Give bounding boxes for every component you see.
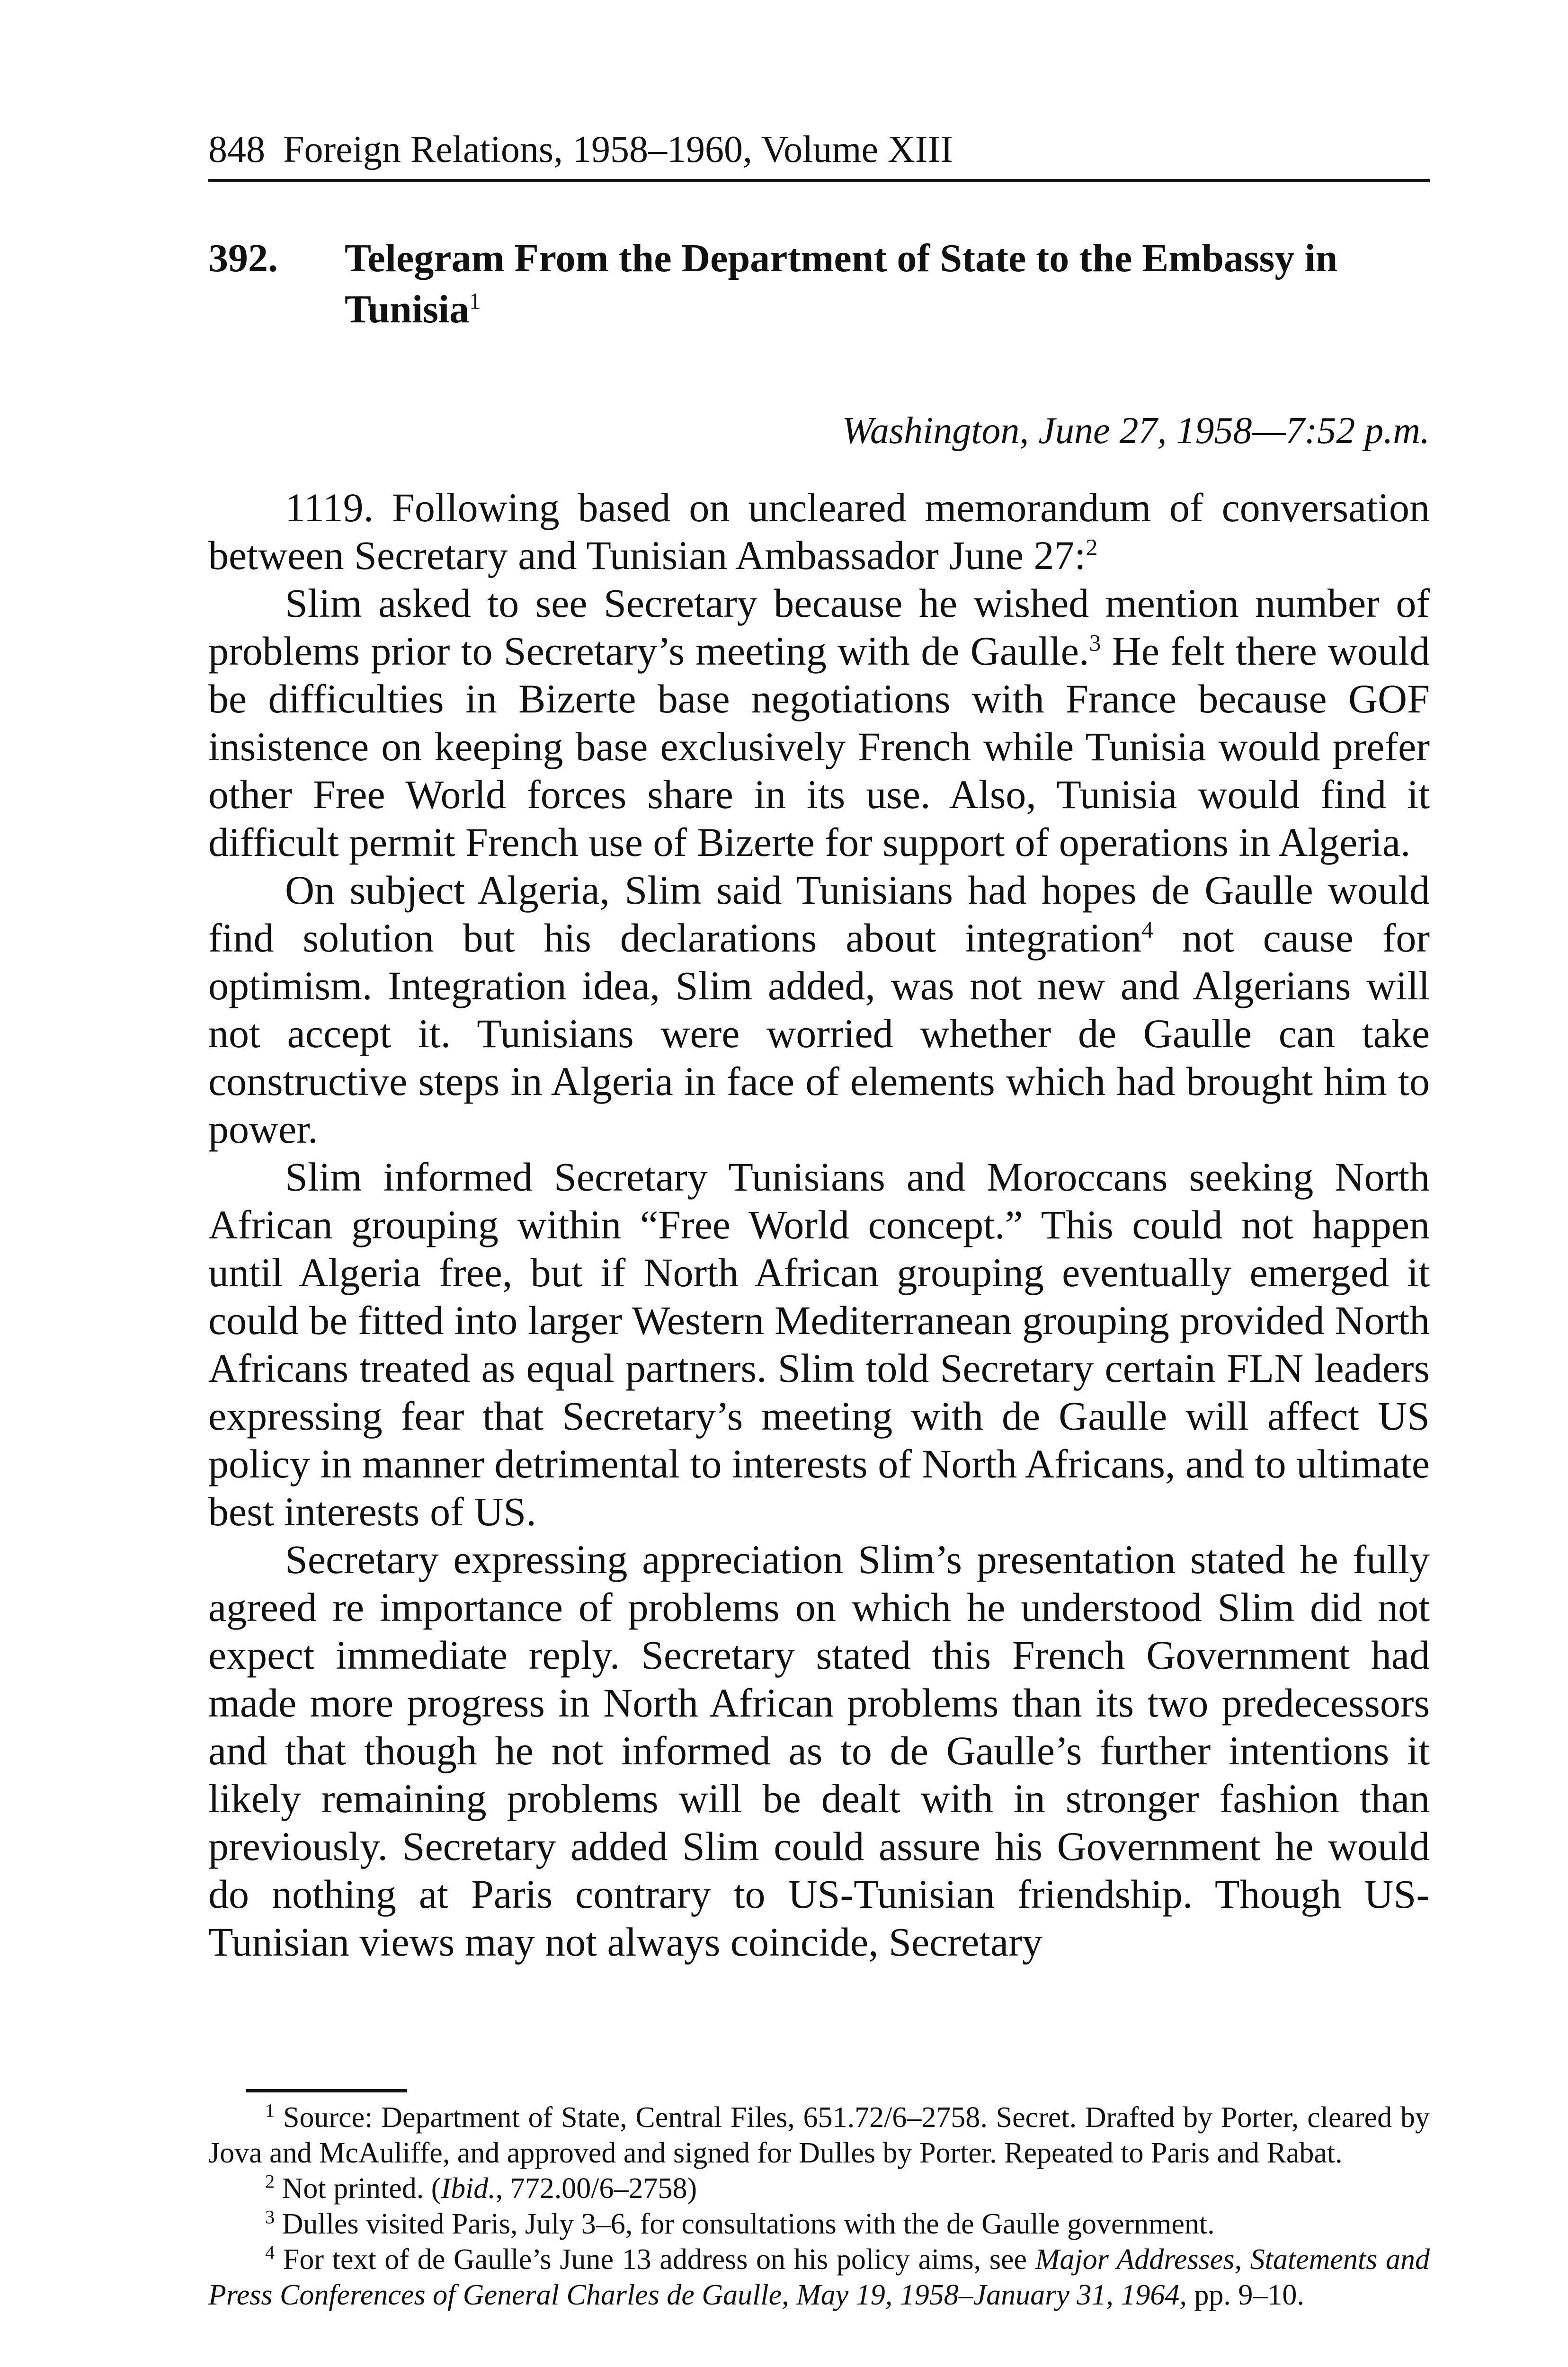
paragraph-3	[208, 866, 1430, 1153]
paragraph-2-text-a: Slim asked to see Secretary because he wished mention number of problems prior to Secretary’s meeting with de Gaulle.	[208, 580, 1430, 674]
footnote-2-text-a: Not printed. (	[282, 2172, 441, 2205]
running-head	[208, 129, 1430, 170]
header-rule	[208, 179, 1430, 182]
footnote-ref-2: 2	[1086, 534, 1098, 561]
footnote-3-text: Dulles visited Paris, July 3–6, for consultations with the de Gaulle government.	[282, 2208, 1215, 2240]
document-title: Telegram From the Department of State to the Embassy in Tunisia	[345, 236, 1338, 331]
volume-title: Foreign Relations, 1958–1960, Volume XIII	[283, 129, 953, 170]
paragraph-1-text: 1119. Following based on uncleared memorandum of conversation between Secretary and Tunisian Ambassador June 27:	[208, 485, 1430, 578]
document-title-block	[345, 233, 1430, 335]
footnote-1-marker: 1	[265, 2100, 275, 2121]
footnote-ref-3: 3	[1089, 630, 1101, 656]
footnote-2	[208, 2171, 1430, 2207]
paragraph-4: Slim informed Secretary Tunisians and Moroccans seeking North African grouping within “Free World concept.” This could not happen until Algeria free, but if North African grouping eventually emerged it could be fitted into larger Western Mediterranean grouping provided North Africans treated as equal partners. Slim told Secretary certain FLN leaders expressing fear that Secretary’s meeting with de Gaulle will affect US policy in manner detrimental to interests of North Africans, and to ultimate best interests of US.	[208, 1154, 1430, 1534]
page-number: 848	[208, 129, 265, 170]
footnote-4	[208, 2242, 1430, 2313]
document-number: 392.	[208, 236, 278, 280]
paragraph-3-text-b: not cause for optimism. Integration idea, Slim added, was not new and Algerians will not accept it. Tunisians were worried whether de Gaulle can take constructive steps in Algeria in face of elements which had brought him to power.	[208, 915, 1430, 1152]
footnotes	[208, 2100, 1430, 2313]
paragraph-2-text-b: He felt there would be difficulties in Bizerte base negotiations with France because GOF insistence on keeping base exclusively French while Tunisia would prefer other Free World forces share in its use. Also, Tunisia would find it difficult permit French use of Bizerte for support of operations in Algeria.	[208, 628, 1430, 865]
footnote-2-text-italic: Ibid.	[441, 2172, 496, 2205]
footnote-4-text-italic: Major Addresses, Statements and Press Conferences of General Charles de Gaulle, May 19, 1958–January 31, 1964,	[208, 2243, 1430, 2311]
paragraph-3-text-a: On subject Algeria, Slim said Tunisians had hopes de Gaulle would find solution but his declarations about integration	[208, 867, 1430, 961]
paragraph-5: Secretary expressing appreciation Slim’s presentation stated he fully agreed re importance of problems on which he understood Slim did not expect immediate reply. Secretary stated this French Government had made more progress in North African problems than its two predecessors and that though he not informed as to de Gaulle’s further intentions it likely remaining problems will be dealt with in stronger fashion than previously. Secretary added Slim could assure his Government he would do nothing at Paris contrary to US-Tunisian friendship. Though US-Tunisian views may not always coincide, Secretary	[208, 1537, 1430, 1965]
footnote-4-marker: 4	[265, 2242, 275, 2263]
footnote-4-text-b: pp. 9–10.	[1186, 2279, 1304, 2311]
footnote-3	[208, 2207, 1430, 2242]
footnote-1	[208, 2100, 1430, 2171]
telegram-body	[208, 484, 1430, 1966]
footnote-ref-4: 4	[1141, 917, 1153, 943]
footnote-rule	[246, 2089, 407, 2092]
footnote-3-marker: 3	[265, 2206, 275, 2228]
paragraph-2	[208, 579, 1430, 866]
footnote-2-marker: 2	[265, 2171, 275, 2192]
document-heading	[208, 233, 1430, 335]
footnote-4-text-a: For text of de Gaulle’s June 13 address on his policy aims, see	[283, 2243, 1035, 2276]
dateline: Washington, June 27, 1958—7:52 p.m.	[842, 410, 1430, 452]
footnote-2-text-b: , 772.00/6–2758)	[495, 2172, 697, 2205]
footnote-1-text: Source: Department of State, Central Files, 651.72/6–2758. Secret. Drafted by Porter, cleared by Jova and McAuliffe, and approved and signed for Dulles by Porter. Repeated to Paris and Rabat.	[208, 2101, 1430, 2169]
paragraph-1	[208, 484, 1430, 579]
footnote-ref-1: 1	[469, 288, 481, 314]
